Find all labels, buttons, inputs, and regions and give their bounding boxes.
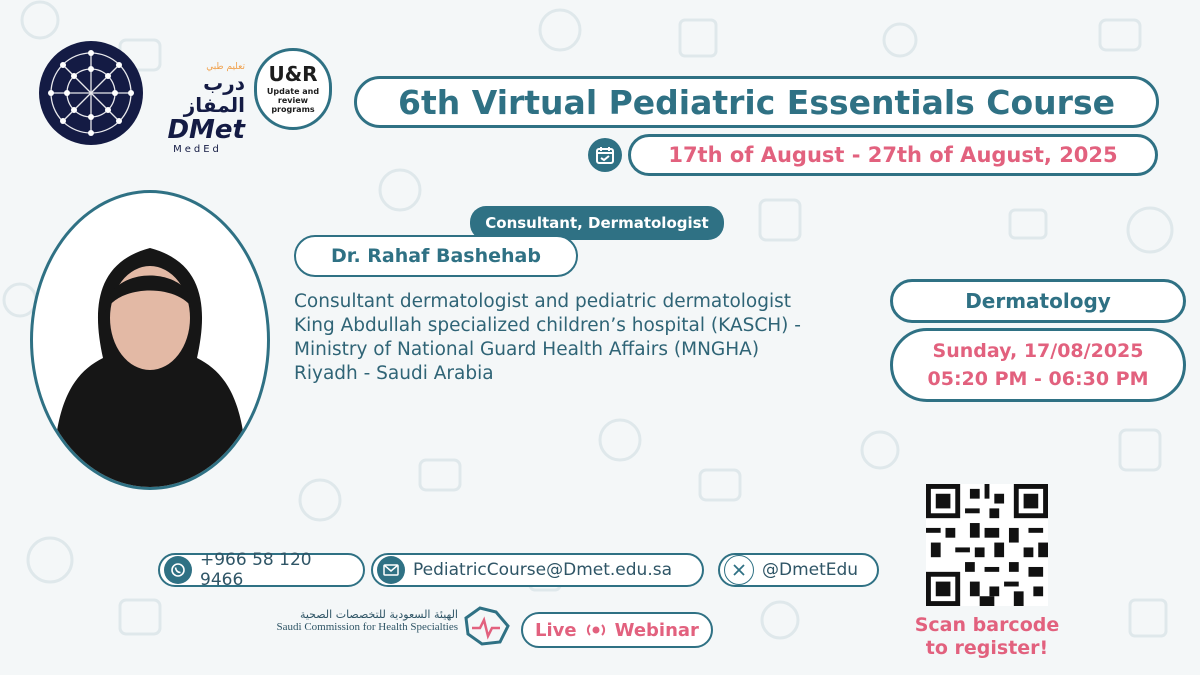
dmet-text-logo bbox=[150, 62, 245, 155]
register-cta bbox=[898, 614, 1076, 660]
live-broadcast-icon bbox=[583, 621, 609, 639]
phone-number: +966 58 120 9466 bbox=[200, 550, 312, 590]
scfhs-logo bbox=[268, 608, 458, 633]
bio-line: Consultant dermatologist and pediatric dermatologist bbox=[294, 291, 792, 312]
scfhs-emblem-icon bbox=[460, 604, 512, 648]
bio-line: Riyadh - Saudi Arabia bbox=[294, 363, 494, 384]
email-address: PediatricCourse@Dmet.edu.sa bbox=[413, 560, 672, 580]
speaker-role-text: Consultant, Dermatologist bbox=[485, 214, 709, 232]
dmet-arabic: درب المفاز bbox=[183, 71, 245, 117]
scfhs-english: Saudi Commission for Health Specialties bbox=[276, 621, 458, 633]
session-time: 05:20 PM - 06:30 PM bbox=[927, 368, 1149, 390]
social-contact[interactable] bbox=[718, 553, 879, 587]
speaker-photo bbox=[30, 190, 270, 490]
session-date: Sunday, 17/08/2025 bbox=[932, 340, 1144, 362]
webinar-label: Webinar bbox=[614, 619, 699, 641]
phone-contact[interactable] bbox=[158, 550, 365, 590]
dmet-arabic-small: تعليم طبي bbox=[206, 62, 245, 72]
session-topic bbox=[890, 279, 1186, 323]
register-line2: to register! bbox=[925, 637, 1049, 659]
dmet-brand: DMet bbox=[167, 115, 245, 145]
session-datetime bbox=[890, 328, 1186, 402]
ur-title: U&R bbox=[268, 62, 318, 86]
ur-subtitle: Update and review programs bbox=[266, 87, 320, 114]
course-dates bbox=[628, 134, 1158, 176]
bio-line: King Abdullah specialized children’s hospital (KASCH) - bbox=[294, 315, 801, 336]
register-line1: Scan barcode bbox=[914, 614, 1060, 636]
course-title-text: 6th Virtual Pediatric Essentials Course bbox=[398, 82, 1115, 122]
register-qr-code[interactable] bbox=[926, 484, 1048, 606]
speaker-name-text: Dr. Rahaf Bashehab bbox=[331, 245, 541, 267]
speaker-bio bbox=[294, 290, 874, 386]
social-handle: @DmetEdu bbox=[762, 560, 859, 580]
calendar-icon bbox=[588, 138, 622, 172]
speaker-name bbox=[294, 235, 578, 277]
course-dates-text: 17th of August - 27th of August, 2025 bbox=[668, 143, 1118, 167]
session-topic-text: Dermatology bbox=[965, 289, 1111, 313]
scfhs-arabic: الهيئة السعودية للتخصصات الصحية bbox=[299, 608, 458, 621]
bio-line: Ministry of National Guard Health Affairs (MNGHA) bbox=[294, 339, 760, 360]
x-twitter-icon bbox=[724, 555, 754, 585]
ur-badge bbox=[254, 48, 332, 130]
email-contact[interactable] bbox=[371, 553, 704, 587]
live-label: Live bbox=[535, 619, 577, 641]
dmet-globe-logo bbox=[38, 40, 144, 146]
course-title bbox=[354, 76, 1159, 128]
whatsapp-icon bbox=[164, 556, 192, 584]
dmet-sub: MedEd bbox=[173, 144, 222, 155]
live-webinar-badge bbox=[521, 612, 713, 648]
email-icon bbox=[377, 556, 405, 584]
speaker-portrait-icon bbox=[33, 193, 267, 487]
